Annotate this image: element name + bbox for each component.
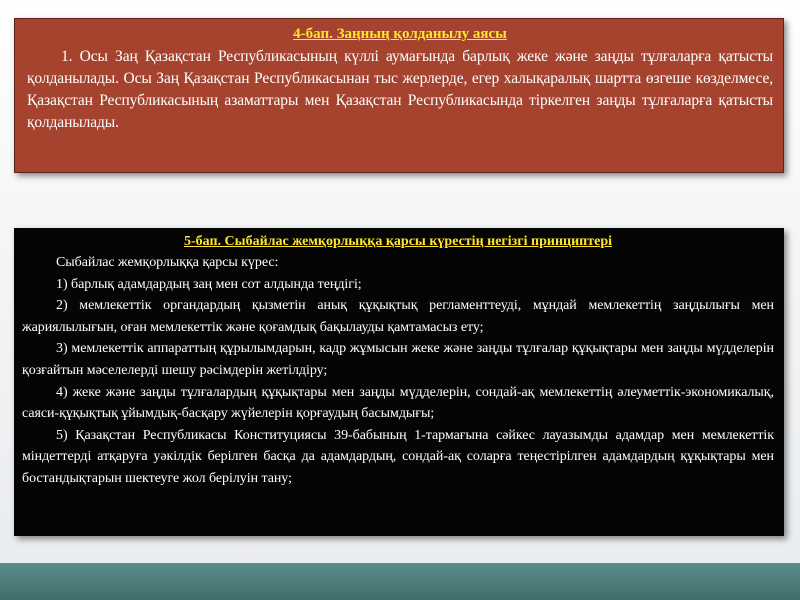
article-4-text: 1. Осы Заң Қазақстан Республикасының күллі аумағында барлық жеке және заңды тұлғаларға қатысты қолданылады. Осы Заң Қазақстан Республикасынан тыс жерлерде, егер халықаралық шартта өзгеше көзделмесе, Қазақстан Республикасының азаматтары мен Қазақстан Республикасында тіркелген заңды тұлғаларға қатысты қолданылады.: [27, 48, 773, 131]
article-4-panel: [14, 18, 784, 173]
article-5-item-2: 2) мемлекеттік органдардың қызметін анық құқықтық регламенттеуді, мұндай мемлекеттің заңдылығы мен жариялылығын, оған мемлекеттік және қоғамдық бақылауды қамтамасыз ету;: [22, 298, 774, 335]
article-5-item-5: 5) Қазақстан Республикасы Конституциясы 39-бабының 1-тармағына сәйкес лауазымды адамдар мен мемлекеттік міндеттерді атқаруға уәкілдік берілген басқа да адамдардың, сондай-ақ соларға теңестірілген адамдардың құқықтары мен бостандықтарын шектеуге жол берілуін тану;: [22, 427, 774, 486]
bottom-decorative-band: [0, 563, 800, 600]
article-5-panel: [14, 228, 784, 536]
article-4-heading: 4-бап. Заңның қолданылу аясы: [293, 26, 507, 42]
article-5-heading: 5-бап. Сыбайлас жемқорлыққа қарсы күрестің негізгі принциптері: [184, 234, 612, 249]
article-5-intro: Сыбайлас жемқорлыққа қарсы күрес:: [56, 255, 279, 270]
article-5-item-1: 1) барлық адамдардың заң мен сот алдында теңдігі;: [56, 276, 362, 292]
article-5-item-4: 4) жеке және заңды тұлғалардың құқықтары мен заңды мүдделерін, сондай-ақ мемлекеттің әлеуметтік-экономикалық, саяси-құқықтық ұйымдық-басқару жүйелерін қорғаудың басымдығы;: [22, 384, 774, 422]
article-5-item-3: 3) мемлекеттік аппараттың құрылымдарын, кадр жұмысын жеке және заңды тұлғалар құқықтары мен заңды мүдделерін қозғайтын мәселелерді шешу рәсімдерін жетілдіру;: [22, 341, 774, 378]
